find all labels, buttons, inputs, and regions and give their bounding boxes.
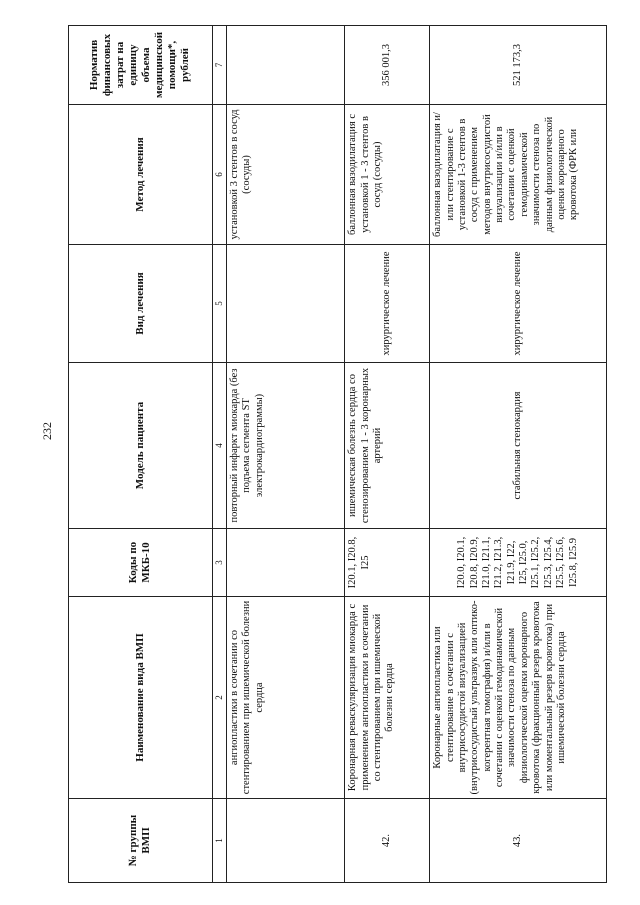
column-number: 3 (212, 529, 226, 597)
cell-vmp-name: Коронарные ангиопластика или стентирование в сочетании с внутрисосудистой визуализацией (внутрисосудистый ультразвук или оптико-когерентная томография) и/или в сочетании с оценкой гемодинамической значимости стеноза по данным физиологической оценки коронарного кровотока (фракционный резерв кровотока или моментальный резерв кровотока) при ишемической болезни сердца (430, 597, 607, 799)
cell-group: 43. (430, 799, 607, 883)
cell-treatment-type: хирургическое лечение (345, 245, 430, 363)
header-icd-codes: Коды по МКБ-10 (69, 529, 213, 597)
column-number: 4 (212, 363, 226, 529)
cell-vmp-name: ангиопластики в сочетании со стентированием при ишемической болезни сердца (226, 597, 344, 799)
table-row (430, 26, 607, 883)
cell-patient-model: ишемическая болезнь сердца со стенозированием 1 - 3 коронарных артерий (345, 363, 430, 529)
cell-group: 42. (345, 799, 430, 883)
header-treatment-type: Вид лечения (69, 245, 213, 363)
cell-icd-codes (226, 529, 344, 597)
cell-cost (226, 26, 344, 105)
column-number: 7 (212, 26, 226, 105)
column-number: 6 (212, 105, 226, 245)
cell-patient-model: повторный инфаркт миокарда (без подъема сегмента ST электрокардиограммы) (226, 363, 344, 529)
cell-cost: 521 173,3 (430, 26, 607, 105)
cell-cost: 356 001,3 (345, 26, 430, 105)
cell-treatment-type: хирургическое лечение (430, 245, 607, 363)
cell-group (226, 799, 344, 883)
column-number: 1 (212, 799, 226, 883)
column-number: 2 (212, 597, 226, 799)
page-number: 232 (40, 422, 54, 440)
vmp-table-container (68, 26, 607, 883)
cell-treatment-method: баллонная вазодилатация с установкой 1 - 3 стентов в сосуд (сосуды) (345, 105, 430, 245)
cell-vmp-name: Коронарная реваскуляризация миокарда с применением ангиопластики в сочетании со стентированием при ишемической болезни сердца (345, 597, 430, 799)
header-group-number: № группы ВМП (69, 799, 213, 883)
vmp-table (68, 25, 607, 883)
cell-treatment-type (226, 245, 344, 363)
cell-icd-codes: I20.0, I20.1, I20.8, I20.9, I21.0, I21.1, I21.2, I21.3, I21.9, I22, I25, I25.0, I25.1, I25.2, I25.3, I25.4, I25.5, I25.6, I25.8, I25.9 (430, 529, 607, 597)
header-vmp-name: Наименование вида ВМП (69, 597, 213, 799)
column-number: 5 (212, 245, 226, 363)
cell-treatment-method: установкой 3 стентов в сосуд (сосуды) (226, 105, 344, 245)
cell-treatment-method: баллонная вазодилатация и/или стентирование с установкой 1-3 стентов в сосуд с применением методов внутрисосудистой визуализации и/или в сочетании с оценкой гемодинамической значимости стеноза по данным физиологической оценки коронарного кровотока (ФРК или (430, 105, 607, 245)
cell-icd-codes: I20.1, I20.8, I25 (345, 529, 430, 597)
table-header-row (69, 26, 213, 883)
header-treatment-method: Метод лечения (69, 105, 213, 245)
table-row (345, 26, 430, 883)
column-number-row (212, 26, 226, 883)
header-cost-standard: Норматив финансовых затрат на единицу объема медицинской помощи*, рублей (69, 26, 213, 105)
cell-patient-model: стабильная стенокардия (430, 363, 607, 529)
table-row (226, 26, 344, 883)
header-patient-model: Модель пациента (69, 363, 213, 529)
